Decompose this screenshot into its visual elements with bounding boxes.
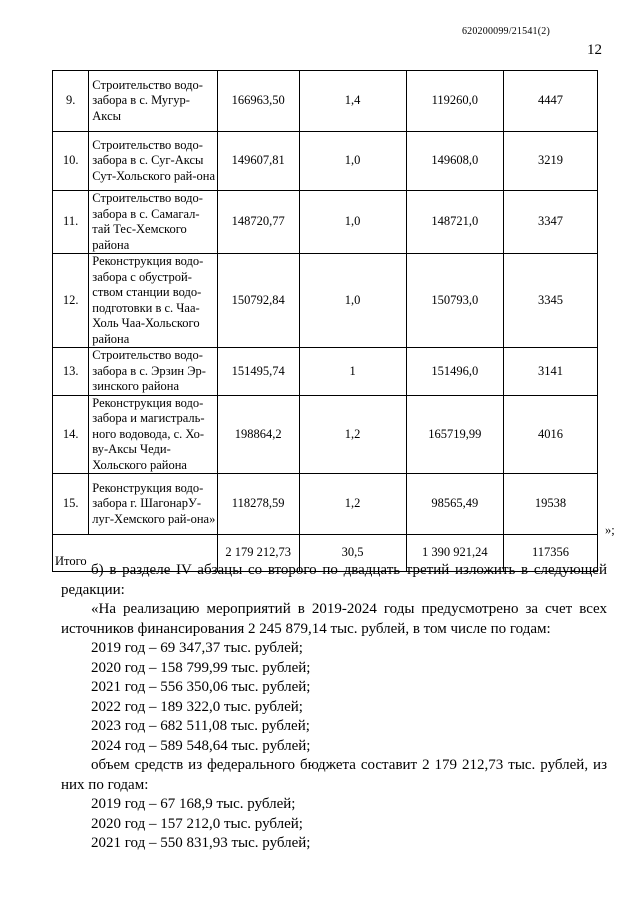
project-cost: 198864,2: [217, 395, 299, 474]
federal-year-funding-line: 2019 год – 67 168,9 тыс. рублей;: [91, 796, 296, 812]
project-cost: 151495,74: [217, 348, 299, 396]
row-number: 15.: [53, 474, 89, 535]
document-code: 620200099/21541(2): [461, 26, 550, 37]
project-name: Строительство водо-забора в с. Самагал-тай Тес-Хемского района: [89, 191, 217, 254]
project-coefficient: 1,0: [299, 132, 406, 191]
year-funding-line: 2021 год – 556 350,06 тыс. рублей;: [91, 679, 311, 695]
project-population: 3219: [503, 132, 597, 191]
project-sum: 151496,0: [406, 348, 503, 396]
year-funding-line: 2022 год – 189 322,0 тыс. рублей;: [91, 698, 303, 715]
project-population: 19538: [503, 474, 597, 535]
table-row: [53, 71, 598, 132]
paragraph-total-funding: «На реализацию мероприятий в 2019-2024 годы предусмотрено за счет всех источников финансирования 2 245 879,14 тыс. рублей, в том числе по годам:: [61, 601, 607, 637]
project-cost: 148720,77: [217, 191, 299, 254]
total-population: 117356: [503, 535, 597, 572]
project-cost: 149607,81: [217, 132, 299, 191]
project-coefficient: 1,2: [299, 395, 406, 474]
project-coefficient: 1,2: [299, 474, 406, 535]
table-row: [53, 191, 598, 254]
paragraph-federal-funding: объем средств из федерального бюджета составит 2 179 212,73 тыс. рублей, из них по годам:: [61, 757, 607, 793]
project-coefficient: 1,4: [299, 71, 406, 132]
project-coefficient: 1: [299, 348, 406, 396]
project-name: Строительство водо-забора в с. Мугур-Аксы: [89, 71, 217, 132]
project-cost: 166963,50: [217, 71, 299, 132]
year-funding-line: 2020 год – 158 799,99 тыс. рублей;: [91, 659, 311, 676]
total-sum: 1 390 921,24: [406, 535, 503, 572]
federal-year-funding-line: 2020 год – 157 212,0 тыс. рублей;: [91, 815, 303, 832]
project-name: Реконструкция водо-забора с обустрой-ством станции водо-подготовки в с. Чаа-Холь Чаа-Хольского района: [89, 254, 217, 348]
project-sum: 98565,49: [406, 474, 503, 535]
project-coefficient: 1,0: [299, 191, 406, 254]
project-coefficient: 1,0: [299, 254, 406, 348]
table-row: [53, 348, 598, 396]
total-label: Итого: [53, 535, 218, 572]
table-row: [53, 395, 598, 474]
total-coefficient: 30,5: [299, 535, 406, 572]
project-sum: 119260,0: [406, 71, 503, 132]
row-number: 13.: [53, 348, 89, 396]
paragraph-section-change: б) в разделе IV абзацы со второго по двадцать третий изложить в следующей редакции:: [61, 562, 607, 598]
project-name: Строительство водо-забора в с. Эрзин Эр-зинского района: [89, 348, 217, 396]
table-row: [53, 254, 598, 348]
project-name: Реконструкция водо-забора г. ШагонарУ-луг-Хемского рай-она»: [89, 474, 217, 535]
total-cost: 2 179 212,73: [217, 535, 299, 572]
project-cost: 118278,59: [217, 474, 299, 535]
project-population: 4447: [503, 71, 597, 132]
project-sum: 149608,0: [406, 132, 503, 191]
project-name: Реконструкция водо-забора и магистраль-ного водовода, с. Хо-ву-Аксы Чеди-Хольского района: [89, 395, 217, 474]
row-number: 12.: [53, 254, 89, 348]
project-sum: 148721,0: [406, 191, 503, 254]
project-population: 3347: [503, 191, 597, 254]
project-population: 3345: [503, 254, 597, 348]
table-row: [53, 474, 598, 535]
year-funding-line: 2024 год – 589 548,64 тыс. рублей;: [91, 737, 311, 754]
project-population: 3141: [503, 348, 597, 396]
year-funding-line: 2019 год – 69 347,37 тыс. рублей;: [91, 640, 303, 656]
year-funding-line: 2023 год – 682 511,08 тыс. рублей;: [91, 718, 310, 734]
federal-year-funding-line: 2021 год – 550 831,93 тыс. рублей;: [91, 835, 311, 851]
project-population: 4016: [503, 395, 597, 474]
table-row: [53, 132, 598, 191]
project-name: Строительство водо-забора в с. Суг-Аксы Сут-Хольского рай-она: [89, 132, 217, 191]
row-number: 9.: [53, 71, 89, 132]
table-closing-quote: »;: [605, 523, 615, 537]
project-cost: 150792,84: [217, 254, 299, 348]
projects-table: [52, 70, 598, 572]
page-number: 12: [587, 42, 602, 58]
project-sum: 165719,99: [406, 395, 503, 474]
row-number: 11.: [53, 191, 89, 254]
row-number: 14.: [53, 395, 89, 474]
body-text: [61, 561, 607, 854]
project-sum: 150793,0: [406, 254, 503, 348]
row-number: 10.: [53, 132, 89, 191]
